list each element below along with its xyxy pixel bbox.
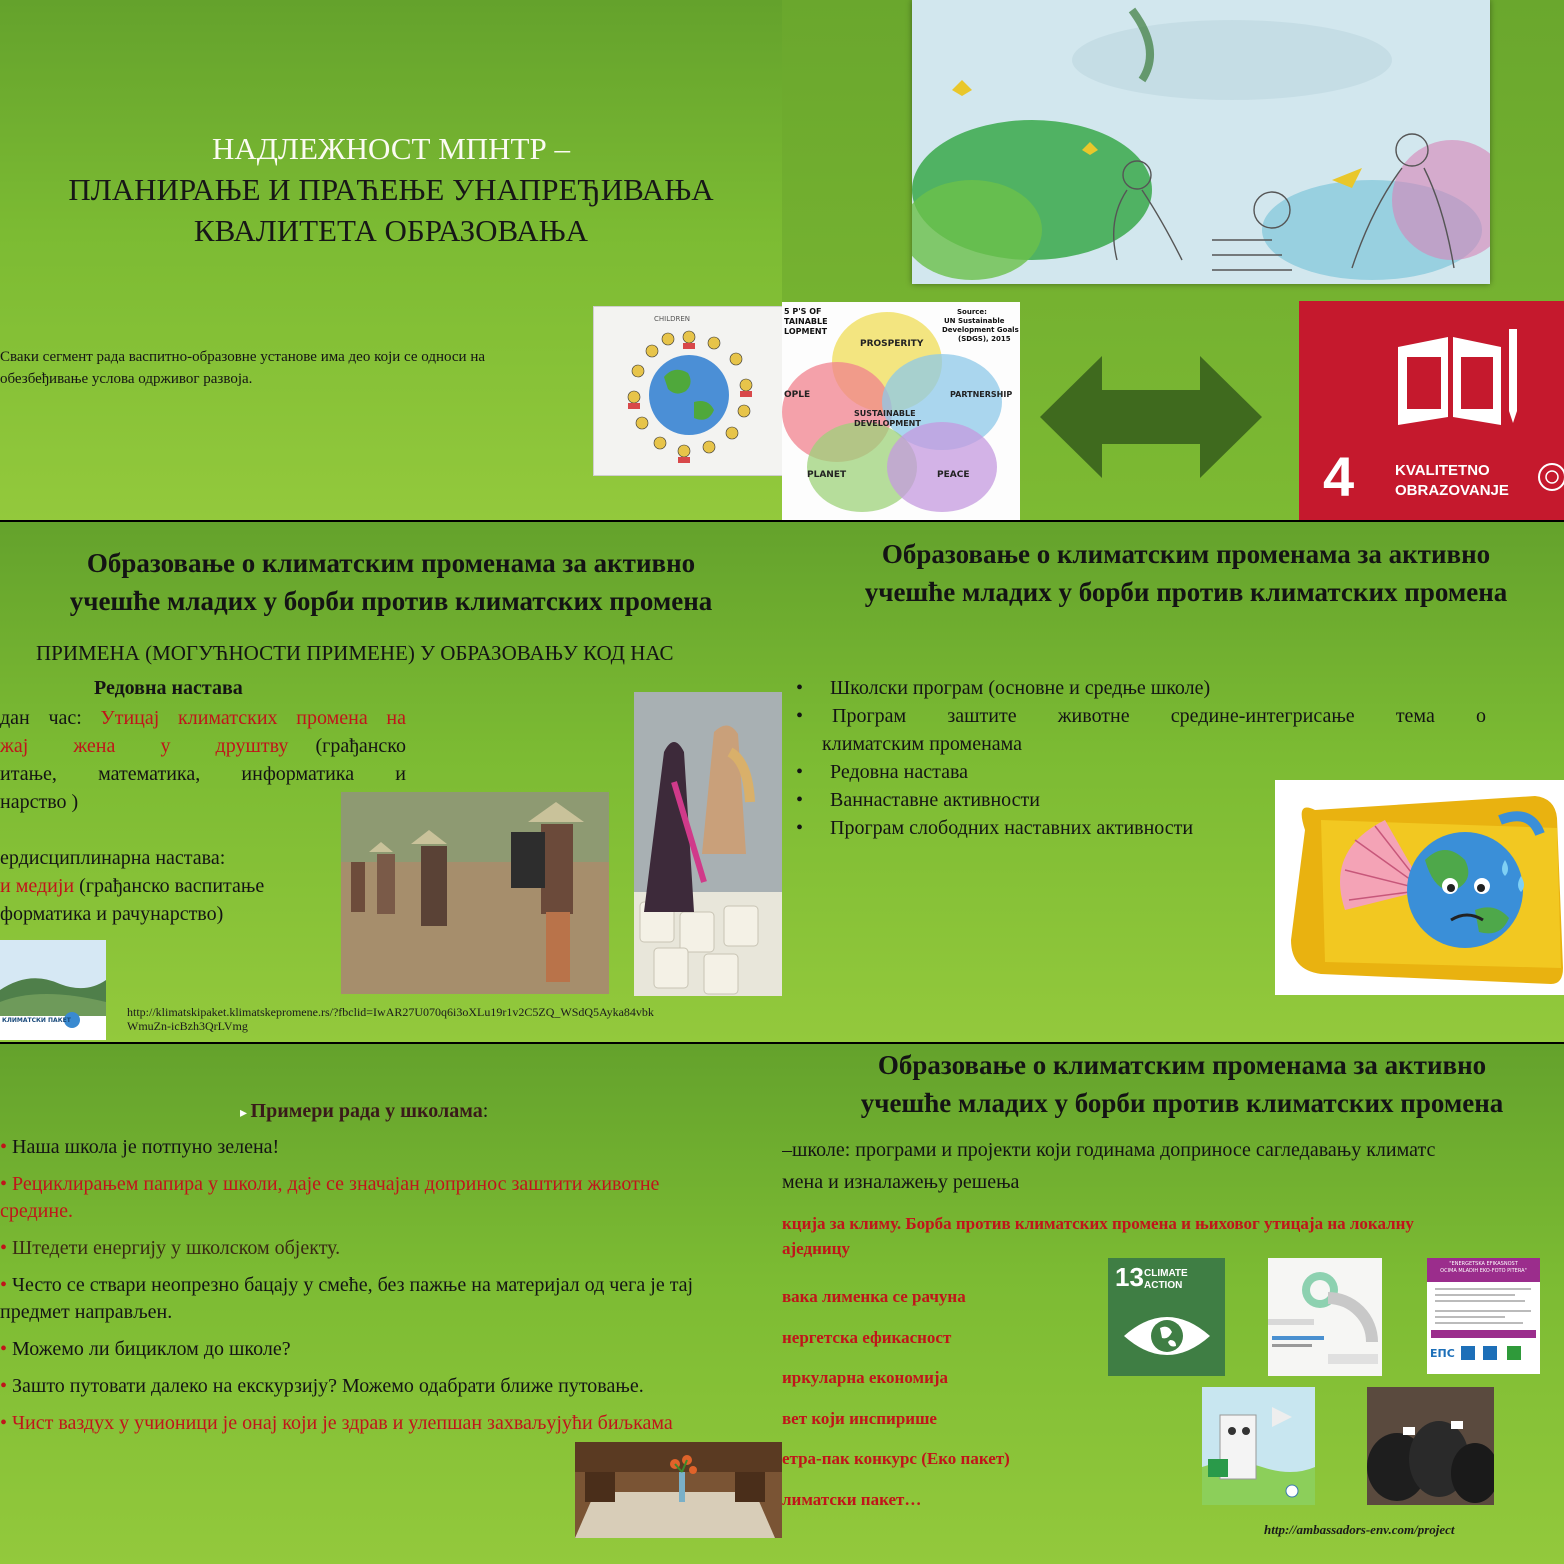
slide-4 xyxy=(782,522,1564,1042)
sdg4-quality-education-tile xyxy=(1299,301,1564,520)
section-regular-teaching: Редовна настава xyxy=(94,677,243,699)
school-example-item: • Штедети енергију у школском објекту. xyxy=(0,1237,341,1259)
venn-peace: PEACE xyxy=(937,470,970,480)
sdg13-label-1: CLIMATE xyxy=(1144,1268,1188,1279)
sdg13-climate-action-tile xyxy=(1108,1258,1225,1376)
bullet-dot-icon: • xyxy=(0,1375,13,1397)
sdg13-label-2: ACTION xyxy=(1144,1280,1183,1291)
poster-title-1: "ENERGETSKA EFIKASNOST xyxy=(1449,1261,1518,1267)
school-example-item: • Зашто путовати далеко на екскурзију? Можемо одабрати ближе путовање. xyxy=(0,1375,644,1397)
venn-header-3: LOPMENT xyxy=(784,327,828,336)
venn-source-4: (SDGS), 2015 xyxy=(958,335,1011,343)
project-item: лиматски пакет… xyxy=(782,1489,922,1509)
venn-source-2: UN Sustainable xyxy=(944,317,1005,325)
slide-3-heading: Образовање о климатским променама за активно учешће младих у борби против климатских промена xyxy=(69,548,713,616)
klimatski-paket-url[interactable]: http://klimatskipaket.klimatskepromene.rs/?fbclid=IwAR27U070q6i3oXLu19r1v2C5ZQ_WSdQ5Ayka84vbk WmuZn-icBzh3QrLVmg xyxy=(127,1005,654,1033)
bullet-dot-icon: • xyxy=(0,1173,13,1195)
slide-3-subheading: ПРИМЕНА (МОГУЋНОСТИ ПРИМЕНЕ) У ОБРАЗОВАЊУ КОД НАС xyxy=(36,641,674,665)
klimatski-paket-thumbnail xyxy=(0,940,106,1040)
venn-partnership: PARTNERSHIP xyxy=(950,390,1013,399)
svg-text:CHILDREN: CHILDREN xyxy=(654,315,691,323)
slide-6 xyxy=(782,1044,1564,1564)
bullet-item: • Програм заштите животне средине-интегрисање тема о xyxy=(796,705,1486,727)
bullet-dot-icon: • xyxy=(0,1136,13,1158)
sdg4-label-2: OBRAZOVANJE xyxy=(1395,482,1509,499)
school-example-item: • Рециклирањем папира у школи, даје се значајан допринос заштити животне средине. xyxy=(0,1173,660,1222)
circular-economy-card xyxy=(1268,1258,1382,1376)
school-example-item: • Често се ствари неопрезно бацају у смеће, без пажње на материјал од чега је тај предмет направљен. xyxy=(0,1274,694,1323)
bullet-item: • Ваннаставне активности xyxy=(796,789,1040,811)
slide-6-project-list xyxy=(782,1277,1010,1520)
slide-1-body: Сваки сегмент рада васпитно-образовне установе има део који се односи на обезбеђивање услова одрживог развоја. xyxy=(0,349,486,387)
slide-6-red-heading: кција за климу. Борба против климатских промена и њиховог утицаја на локалну аједницу xyxy=(782,1214,1414,1258)
open-book-icon xyxy=(1393,327,1523,427)
slide-3 xyxy=(0,522,782,1042)
women-water-containers-photo xyxy=(634,692,782,996)
sdg4-label-1: KVALITETNO xyxy=(1395,462,1490,479)
klimatski-paket-caption: КЛИМАТСКИ ПАКЕТ xyxy=(2,1017,71,1024)
project-item: вака лименка се рачуна xyxy=(782,1287,966,1306)
slide-2 xyxy=(782,0,1564,520)
bullet-item: • Редовна настава xyxy=(796,761,969,783)
bullet-item-continuation: климатским променама xyxy=(822,733,1023,755)
un-emblem-icon xyxy=(1537,459,1564,499)
venn-header-1: 5 P'S OF xyxy=(784,307,822,316)
venn-center-1: SUSTAINABLE xyxy=(854,409,916,418)
bullet-dot-icon: • xyxy=(0,1338,13,1360)
slide-6-intro: –школе: програми и пројекти који годинама доприносе сагледавању климатс мена и изналажењу решења xyxy=(782,1139,1436,1193)
venn-header-2: TAINABLE xyxy=(784,317,828,326)
women-carrying-photo xyxy=(341,792,609,994)
eps-logo: ЕПС xyxy=(1430,1347,1455,1360)
sdg13-number: 13 xyxy=(1115,1262,1144,1292)
venn-source-1: Source: xyxy=(957,308,987,316)
venn-source-3: Development Goals xyxy=(942,326,1019,334)
school-example-item: • Наша школа је потпуно зелена! xyxy=(0,1136,280,1158)
school-example-item: • Можемо ли бициклом до школе? xyxy=(0,1338,291,1360)
venn-people: OPLE xyxy=(784,390,811,400)
eko-paket-poster xyxy=(1202,1387,1315,1505)
double-arrow-icon xyxy=(1040,354,1262,480)
slide-6-heading: Образовање о климатским променама за активно учешће младих у борби против климатских промена xyxy=(860,1050,1504,1118)
poster-title-2: OCIMA MLADIH EKO-FOTO PITERA" xyxy=(1440,1268,1527,1274)
five-ps-venn-diagram xyxy=(782,302,1020,520)
slide-3-body: дан час: Утицај климатских промена на жај жена у друштву (грађанско итање, математика, информатика и нарство ) ердисциплинарна настава: и медији (грађанско васпитање форматика и рачунарство) xyxy=(0,707,407,925)
bullet-item: • Школски програм (основне и средње школе) xyxy=(796,677,1211,699)
watercolor-map-illustration xyxy=(912,0,1490,284)
bullet-dot-icon: • xyxy=(0,1274,13,1296)
hot-earth-illustration xyxy=(1275,780,1564,995)
energy-efficiency-poster xyxy=(1427,1258,1540,1374)
school-example-item: • Чист ваздух у учионици је онај који је здрав и улепшан захваљујући биљкама xyxy=(0,1412,673,1434)
slide-1 xyxy=(0,0,782,520)
slide-4-heading: Образовање о климатским променама за активно учешће младих у борби против климатских промена xyxy=(864,539,1508,607)
project-item: нергетска ефикасност xyxy=(782,1327,952,1347)
eye-globe-icon xyxy=(1122,1308,1212,1364)
slide-5-heading: ▸ Примери рада у школама: xyxy=(240,1100,489,1122)
project-item: вет који инспирише xyxy=(782,1408,937,1428)
school-examples-list xyxy=(0,1134,782,1447)
slide-1-title: НАДЛЕЖНОСТ МПНТР – ПЛАНИРАЊЕ И ПРАЋЕЊЕ УНАПРЕЂИВАЊА КВАЛИТЕТА ОБРАЗОВАЊА xyxy=(68,131,714,248)
bullet-dot-icon: • xyxy=(0,1412,13,1434)
venn-center-2: DEVELOPMENT xyxy=(854,419,921,428)
classroom-plants-photo xyxy=(575,1442,782,1538)
sdg4-number: 4 xyxy=(1323,445,1355,508)
venn-planet: PLANET xyxy=(807,470,847,480)
project-item: етра-пак конкурс (Еко пакет) xyxy=(782,1449,1010,1468)
bullet-dot-icon: • xyxy=(0,1237,13,1259)
slide-5 xyxy=(0,1044,782,1564)
children-globe-drawing xyxy=(593,306,782,476)
project-item: иркуларна економија xyxy=(782,1368,949,1387)
ambassadors-url[interactable]: http://ambassadors-env.com/project xyxy=(1264,1522,1455,1537)
bullet-item: • Програм слободних наставних активности xyxy=(796,817,1194,839)
recycling-bags-photo xyxy=(1367,1387,1494,1505)
venn-prosperity: PROSPERITY xyxy=(860,339,924,349)
